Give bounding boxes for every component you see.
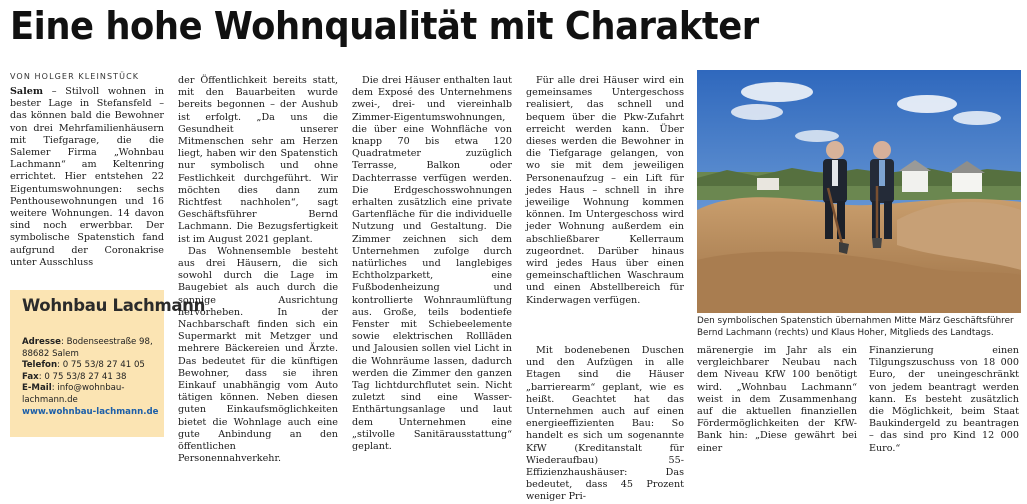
paragraph: Mit bodenebenen Duschen und den Aufzügen in alle Etagen sind die Häuser „barrierearm“ geplant, wie es heißt. Geachtet hat das Unternehmen auch auf einen energieeffizienten Bau: So handelt es sich um sogenannte KfW (Kreditanstalt für Wiederaufbau) 55-Effizienzhaushäuser: Das bedeutet, dass 45 Prozent weniger Pri- xyxy=(526,345,684,503)
paragraph-text: – Stilvoll wohnen in bester Lage in Stefansfeld – das können bald die Bewohner von drei Mehrfamilienhäusern mit Tiefgarage, die die Salemer Firma „Wohnbau Lachmann“ am Keltenring errichtet. Hier entstehen 22 Eigentumswohnungen: sechs Penthousewohnungen und 16 weitere Wohnungen. 14 davon sind noch erwerbbar. Der symbolische Spatenstich fand aufgrund der Coronakrise unter Ausschluss xyxy=(10,86,164,268)
email-line xyxy=(22,383,164,406)
article-column-2 xyxy=(178,75,338,466)
paragraph: märenergie im Jahr als ein vergleichbarer Neubau nach dem Niveau KfW 100 benötigt wird. „Wohnbau Lachmann“ weist in dem Zusammenhang auf die aktuellen finanziellen Fördermöglichkeiten der KfW-Bank hin: „Diese gewährt bei einer xyxy=(697,345,857,454)
dateline-place: Salem xyxy=(10,86,44,97)
paragraph: Die drei Häuser enthalten laut dem Exposé des Unternehmens zwei-, drei- und viereinhalb Zimmer-Eigentumswohnungen, die über eine Wohnfläche von knapp 70 bis etwa 120 Quadratmeter zuzüglich Terrasse, Balkon oder Dachterrasse verfügen werden. Die Erdgeschosswohnungen erhalten zusätzlich eine private Gartenfläche für die individuelle Nutzung und Gestaltung. Die Zimmer zeichnen sich dem Unternehmen zufolge durch natürliches und langlebiges Echtholzparkett, eine Fußbodenheizung und kontrollierte Wohnraumlüftung aus. Große, teils bodentiefe Fenster mit Schiebeelemente sowie elektrischen Rollläden und Jalousien sollen viel Licht in die Wohnräume lassen, dadurch werden die Zimmer den ganzen Tag lichtdurchflutet sein. Nicht zuletzt sind eine Wasser-Enthärtungsanlage und laut dem Unternehmen eine „stilvolle Sanitärausstattung“ geplant. xyxy=(352,75,512,453)
company-logo: Wohnbau Lachmann xyxy=(22,296,206,315)
phone-label: Telefon xyxy=(22,360,58,371)
article-column-6 xyxy=(869,345,1019,455)
paragraph xyxy=(10,86,164,269)
address-line xyxy=(22,337,164,360)
photo-illustration xyxy=(697,70,1021,313)
address-value: : Bodenseestraße 98, 88682 Salem xyxy=(22,337,153,359)
address-label: Adresse xyxy=(22,337,61,347)
author-byline: VON HOLGER KLEINSTÜCK xyxy=(10,72,140,81)
photo-caption: Den symbolischen Spatenstich übernahmen Mitte März Geschäftsführer Bernd Lachmann (rechts) und Klaus Hoher, Mitglieds des Landtags. xyxy=(697,316,1014,338)
article-column-4 xyxy=(526,75,684,307)
paragraph: Finanzierung einen Tilgungszuschuss von 18 000 Euro, der uneingeschränkt von jedem beantragt werden kann. Es besteht zusätzlich die Möglichkeit, beim Staat Baukindergeld zu beantragen – das sind pro Kind 12 000 Euro.“ xyxy=(869,345,1019,454)
fax-line xyxy=(22,372,164,384)
contact-details xyxy=(22,337,164,418)
article-column-5 xyxy=(697,345,857,455)
fax-value: : 0 75 53/8 27 41 38 xyxy=(38,371,127,382)
groundbreaking-photo xyxy=(697,70,1021,313)
company-info-box xyxy=(10,290,206,437)
paragraph: Für alle drei Häuser wird ein gemeinsames Untergeschoss realisiert, das schnell und bequem über die Pkw-Zufahrt erreicht werden kann. Über dieses werden die Bewohner in die Tiefgarage gelangen, von wo sie mit dem jeweiligen Personenaufzug – ein Lift für jedes Haus – schnell in ihre jeweilige Wohnung kommen können. Im Untergeschoss wird jeder Wohnung außerdem ein abschließbarer Kellerraum zugeordnet. Darüber hinaus wird jedes Haus über einen gemeinschaftlichen Waschraum und einen Abstellbereich für Kinderwagen verfügen. xyxy=(526,75,684,306)
fax-label: Fax xyxy=(22,371,39,382)
email-value: : info@wohnbau-lachmann.de xyxy=(22,383,125,405)
headline: Eine hohe Wohnqualität mit Charakter xyxy=(10,4,759,48)
article-column-4-continued xyxy=(526,345,684,504)
website-link: www.wohnbau-lachmann.de xyxy=(22,406,159,417)
paragraph: Das Wohnensemble besteht aus drei Häusern, die sich sowohl durch die Lage im Baugebiet als auch durch die sonnige Ausrichtung hervorheben. In der Nachbarschaft finden sich ein Supermarkt mit Metzger und mehrere Bäckereien und Ärzte. Das bedeutet für die künftigen Bewohner, dass sie ihren Einkauf unabhängig vom Auto tätigen können. Neben diesen guten Einkaufsmöglichkeiten bietet die Wohnlage auch eine gute Anbindung an den öffentlichen Personennahverkehr. xyxy=(178,245,338,465)
phone-line xyxy=(22,360,164,372)
phone-value: : 0 75 53/8 27 41 05 xyxy=(57,360,145,371)
paragraph: der Öffentlichkeit bereits statt, mit den Bauarbeiten wurde bereits begonnen – der Aushub ist erfolgt. „Da uns die Gesundheit unserer Mitmenschen sehr am Herzen liegt, haben wir den Spatenstich nur symbolisch und ohne Festlichkeit durchgeführt. Wir möchten dies dann zum Richtfest nachholen“, sagt Geschäftsführer Bernd Lachmann. Die Bezugsfertigkeit ist im August 2021 geplant. xyxy=(178,75,338,245)
article-column-3 xyxy=(352,75,512,453)
article-column-1 xyxy=(10,86,164,269)
email-label: E-Mail xyxy=(22,383,52,394)
